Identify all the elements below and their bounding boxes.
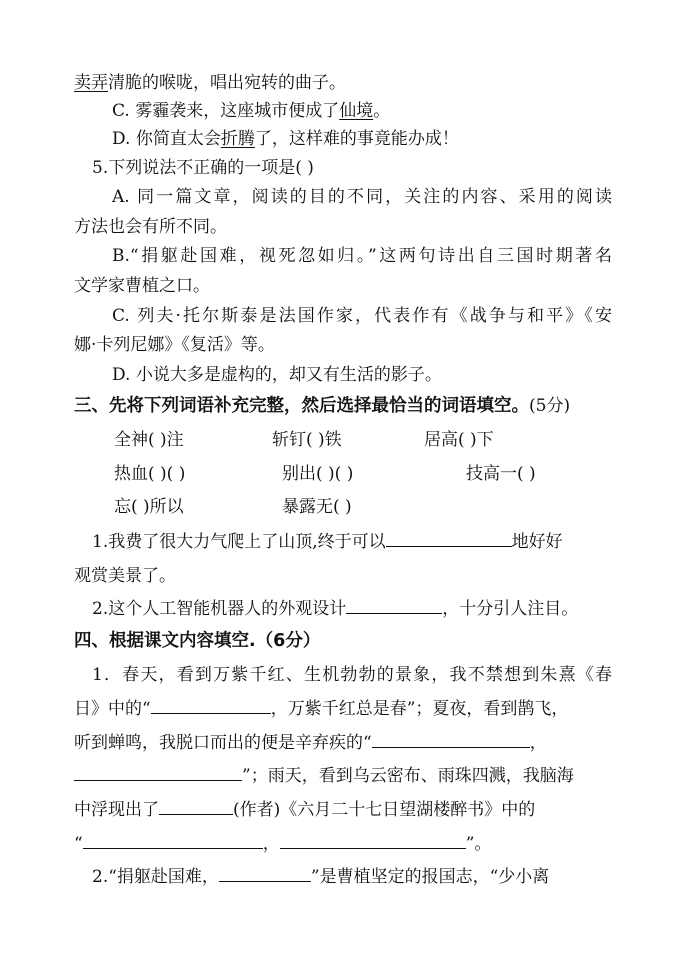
- option-c-text: C. 雾霾袭来，这座城市便成了: [112, 101, 340, 121]
- s1-text-a: 1.我费了很大力气爬上了山顶,终于可以: [92, 532, 386, 552]
- section-3-score: (5分): [529, 396, 571, 416]
- s4-p1-line6: [74, 833, 491, 855]
- q5-option-c-line2: 娜·卡列尼娜》《复活》等。: [74, 335, 275, 355]
- option-c: [112, 100, 390, 122]
- s4-p1-line5: [74, 799, 535, 821]
- p1b-text-a: 日》中的“: [74, 699, 151, 719]
- word-fill-3: 居高( )下: [424, 430, 494, 450]
- word-fill-5: 别出( )( ): [282, 464, 354, 484]
- s2-answer-blank[interactable]: [346, 598, 442, 614]
- word-fill-6: 技高一( ): [466, 464, 536, 484]
- section-3-sentence-1: [92, 531, 563, 553]
- p1d-text: ”；雨天，看到乌云密布、雨珠四溅，我脑海: [242, 766, 574, 786]
- word-fill-8: 暴露无( ): [282, 497, 352, 517]
- s4-p1-line1: 1．春天，看到万紫千红、生机勃勃的景象，我不禁想到朱熹《春: [92, 665, 612, 685]
- q5-option-a-line2: 方法也会有所不同。: [74, 217, 227, 237]
- underlined-word-xianjing: 仙境: [339, 101, 374, 121]
- word-fill-1: 全神( )注: [114, 430, 184, 450]
- p1c-text-a: 听到蝉鸣，我脱口而出的便是辛弃疾的“: [74, 733, 372, 753]
- underlined-word-maineng: 卖弄: [74, 73, 108, 93]
- p1f-open-quote: “: [74, 834, 83, 854]
- caozhi-blank[interactable]: [219, 866, 311, 882]
- author-blank[interactable]: [159, 799, 233, 815]
- option-b-text: 清脆的喉咙，唱出宛转的曲子。: [108, 73, 346, 93]
- word-fill-2: 斩钉( )铁: [272, 430, 342, 450]
- option-d-text-a: D. 你简直太会: [112, 129, 221, 149]
- p1e-text-b: (作者)《六月二十七日望湖楼醉书》中的: [233, 800, 536, 820]
- p1f-comma: ，: [262, 834, 280, 854]
- wanghulou-blank-2[interactable]: [280, 833, 466, 849]
- p1f-close-quote: ”。: [465, 834, 492, 854]
- s4-p1-line3: [74, 732, 547, 754]
- section-4-title: 四、根据课文内容填空.（6分）: [74, 631, 321, 651]
- wanghulou-blank-1[interactable]: [83, 833, 263, 849]
- s1-text-b: 地好好: [511, 532, 563, 552]
- q5-option-a-line1: A. 同一篇文章，阅读的目的不同，关注的内容、采用的阅读: [112, 187, 612, 207]
- p2-text-b: ”是曹植坚定的报国志，“少小离: [310, 867, 550, 887]
- option-d: [112, 128, 459, 150]
- section-3-sentence-1-cont: 观赏美景了。: [74, 566, 176, 586]
- q5-option-c-line1: C. 列夫·托尔斯泰是法国作家，代表作有《战争与和平》《安: [112, 306, 612, 326]
- s2-text-a: 2.这个人工智能机器人的外观设计: [92, 599, 347, 619]
- s2-text-b: ，十分引人注目。: [442, 599, 579, 619]
- word-fill-7: 忘( )所以: [114, 497, 184, 517]
- question-5: 5.下列说法不正确的一项是( ): [92, 158, 314, 178]
- xinqiji-blank-1[interactable]: [372, 732, 530, 748]
- section-3-sentence-2: [92, 598, 578, 620]
- xinqiji-blank-2[interactable]: [74, 765, 242, 781]
- option-b-continuation: [74, 72, 346, 94]
- section-3-title: 三、先将下列词语补充完整，然后选择最恰当的词语填空。: [74, 396, 529, 416]
- option-c-period: 。: [373, 101, 391, 121]
- word-fill-4: 热血( )( ): [114, 464, 186, 484]
- chunxi-poem-blank[interactable]: [151, 698, 271, 714]
- p1e-text-a: 中浮现出了: [74, 800, 159, 820]
- p1b-text-b: ，万紫千红总是春”；夏夜，看到鹊飞，: [270, 699, 569, 719]
- underlined-word-zheteng: 折腾: [220, 129, 255, 149]
- p2-text-a: 2.“捐躯赴国难，: [92, 867, 219, 887]
- section-3-heading: [74, 395, 570, 417]
- p1c-comma: ，: [529, 733, 547, 753]
- q5-option-d: D. 小说大多是虚构的，却又有生活的影子。: [112, 365, 442, 385]
- s1-answer-blank[interactable]: [386, 531, 512, 547]
- option-d-text-b: 了，这样难的事竟能办成！: [254, 129, 459, 149]
- s4-p1-line2: [74, 698, 568, 720]
- q5-option-b-line2: 文学家曹植之口。: [74, 276, 210, 296]
- s4-p1-line4: [74, 765, 574, 787]
- q5-option-b-line1: B.“捐躯赴国难，视死忽如归。”这两句诗出自三国时期著名: [112, 246, 612, 266]
- s4-p2-line1: [92, 866, 549, 888]
